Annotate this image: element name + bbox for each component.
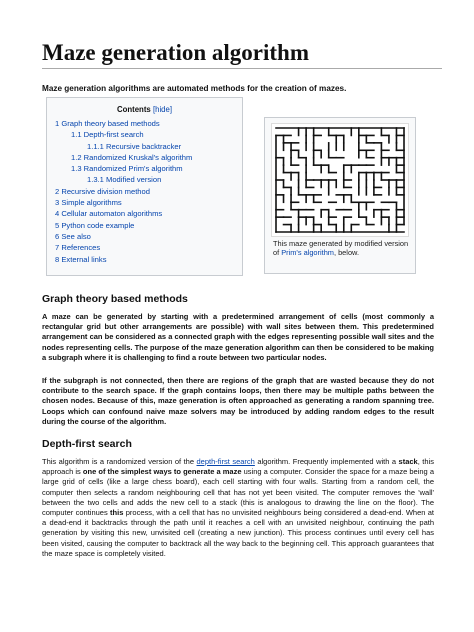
toc-item-number: 7 <box>55 243 62 253</box>
toc-item-label: See also <box>61 231 91 241</box>
toc-item-label: External links <box>61 254 107 264</box>
toc-item-label: Simple algorithms <box>61 198 122 208</box>
toc-item[interactable] <box>47 174 242 185</box>
dfs-simplest-bold: one of the simplest ways to generate a maze <box>82 467 242 477</box>
toc-item[interactable] <box>47 141 242 152</box>
toc-item-number: 1.3 <box>71 164 84 174</box>
toc-item[interactable] <box>47 220 242 231</box>
title-divider <box>42 68 442 69</box>
toc-item-number: 1.2 <box>71 152 84 162</box>
dfs-text-4: using a computer. Consider the space for a maze being a large grid of cells (like a large chess board), each cell starting with four walls. Starting from a random cell, the computer then selects a random neighbouring cell that has not yet been visited. The computer removes the 'wall' between the two cells and adds the new cell to a stack (this is analogous to drawing the line on the floor). The computer continues <box>42 467 434 518</box>
toc-item-number: 1 <box>55 119 62 128</box>
toc-heading: Contents <box>116 105 151 114</box>
toc-heading-row <box>47 105 242 114</box>
toc-item-number: 2 <box>55 186 62 196</box>
toc-item-label: Python code example <box>61 220 135 230</box>
toc-item-number: 4 <box>55 209 62 219</box>
toc-item[interactable] <box>47 129 242 140</box>
toc-item-label: Randomized Prim's algorithm <box>83 164 183 174</box>
toc-item-number: 6 <box>55 231 62 241</box>
prims-algorithm-link[interactable]: Prim's algorithm <box>281 248 334 257</box>
dfs-text-2: algorithm. Frequently implemented with a <box>254 457 399 466</box>
toc-item-number: 1.1 <box>71 130 84 140</box>
graph-theory-paragraph-2: If the subgraph is not connected, then there are regions of the graph that are wasted because they do not contribute to the search space. If the graph contains loops, then there may be multiple paths between the chosen nodes. Because of this, maze generation is often approached as generating a random spanning tree. Loops which can confound naive maze solvers may be introduced by adding random edges to the result during the course of the algorithm. <box>42 376 434 426</box>
toc-hide-link[interactable]: [hide] <box>152 105 173 114</box>
toc-item-number: 1.3.1 <box>87 175 106 185</box>
toc-item-label: Modified version <box>106 175 162 185</box>
section-heading-graph-theory: Graph theory based methods <box>42 293 188 305</box>
maze-figure <box>264 117 416 274</box>
dfs-this-bold: this <box>110 508 124 518</box>
page-title: Maze generation algorithm <box>42 40 309 65</box>
toc-item[interactable] <box>47 186 242 197</box>
dfs-text-5: process, with a cell that has no unvisited neighbours being considered a dead-end. When at a dead-end it backtracks through the path until it reaches a cell with an unvisited neighbour, continuing the path generation by visiting this new, unvisited cell (creating a new junction). This process continues until every cell has been visited, causing the computer to backtrack all the way back to the beginning cell. This approach guarantees that the maze space is completely visited. <box>42 508 434 558</box>
toc-item-label: Graph theory based methods <box>61 119 160 128</box>
toc-item-number: 5 <box>55 220 62 230</box>
maze-caption-text: This maze generated by modified version of <box>273 239 409 257</box>
maze-caption <box>273 239 413 257</box>
toc-item-label: Recursive division method <box>61 186 150 196</box>
toc-item[interactable] <box>47 118 242 129</box>
toc-item[interactable] <box>47 231 242 242</box>
toc-list <box>47 118 242 265</box>
graph-theory-paragraph-1: A maze can be generated by starting with a predetermined arrangement of cells (most commonly a rectangular grid but other arrangements are possible) with wall sites between them. This predetermined arrangement can be considered as a connected graph with the edges representing possible wall sites and the nodes representing cells. The purpose of the maze generation algorithm can then be considered to be making a subgraph where it is challenging to find a route between two particular nodes. <box>42 312 434 362</box>
toc-item[interactable] <box>47 163 242 174</box>
toc-item-label: Recursive backtracker <box>106 141 182 151</box>
table-of-contents <box>46 97 243 276</box>
toc-item-number: 8 <box>55 254 62 264</box>
intro-text: Maze generation algorithms are automated methods for the creation of mazes. <box>42 84 347 93</box>
toc-item-label: Randomized Kruskal's algorithm <box>83 152 193 162</box>
dfs-text-1: This algorithm is a randomized version of the <box>42 457 197 466</box>
toc-item-number: 1.1.1 <box>87 141 106 151</box>
toc-item-number: 3 <box>55 198 62 208</box>
dfs-text-3: , this approach is <box>42 457 434 477</box>
depth-first-search-link[interactable]: depth-first search <box>196 457 255 466</box>
maze-caption-tail: , below. <box>333 248 360 257</box>
toc-item-label: Cellular automaton algorithms <box>61 209 163 219</box>
maze-image <box>271 123 409 237</box>
toc-item[interactable] <box>47 152 242 163</box>
toc-item[interactable] <box>47 242 242 253</box>
depth-first-paragraph <box>42 457 434 559</box>
toc-item[interactable] <box>47 208 242 219</box>
section-heading-depth-first: Depth-first search <box>42 438 132 450</box>
toc-item[interactable] <box>47 197 242 208</box>
toc-item-label: References <box>61 243 101 253</box>
dfs-stack-bold: stack <box>398 457 418 466</box>
toc-item-label: Depth-first search <box>83 130 144 140</box>
toc-item[interactable] <box>47 254 242 265</box>
